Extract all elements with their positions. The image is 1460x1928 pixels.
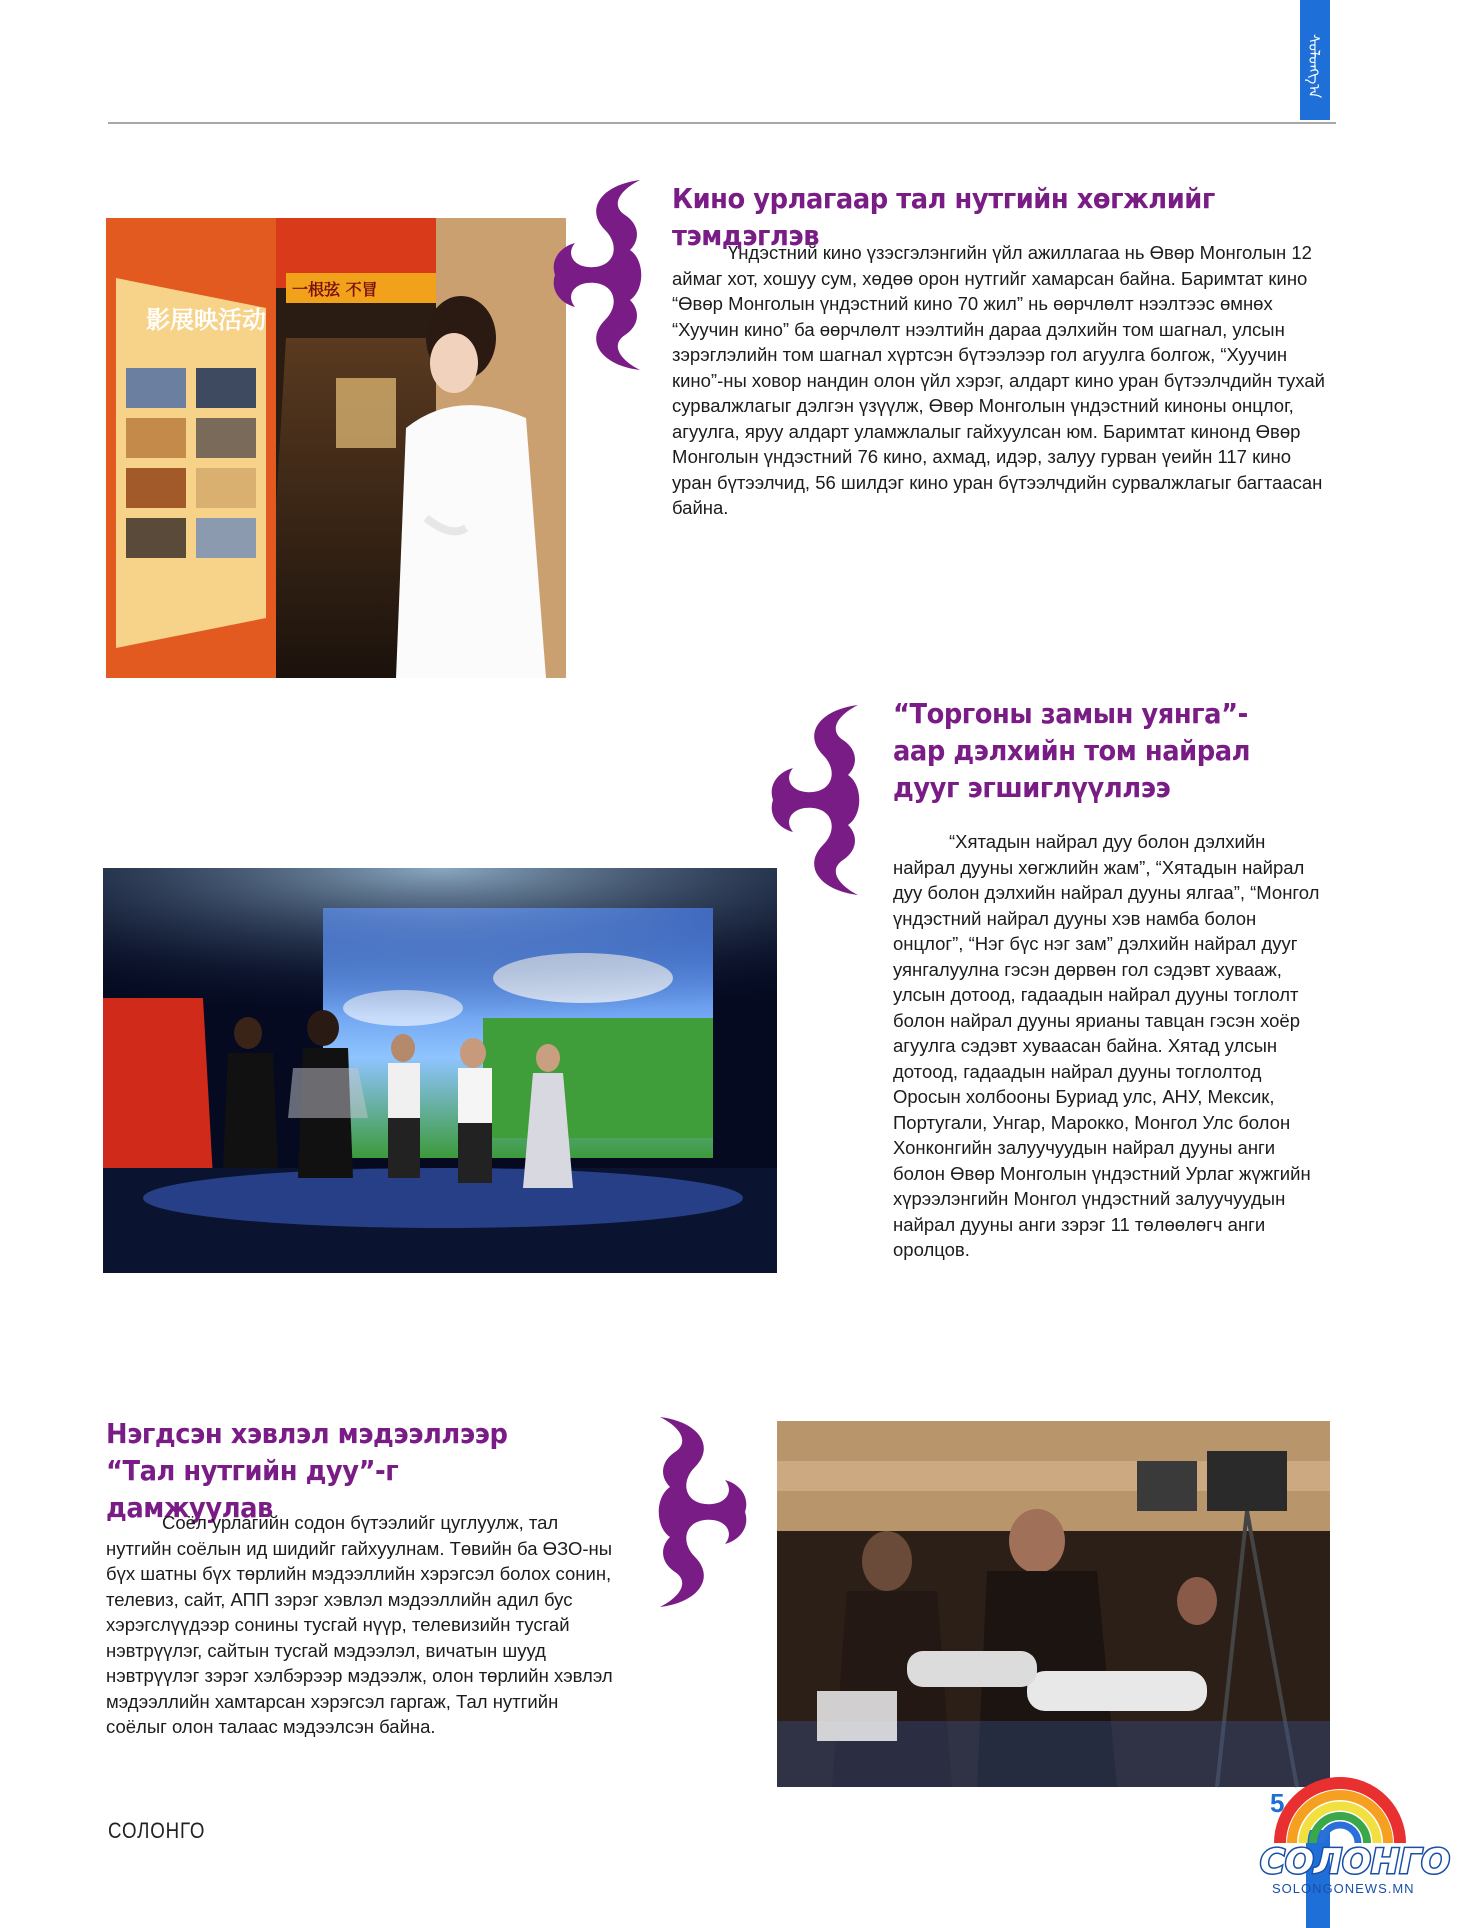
article3-title: Нэгдсэн хэвлэл мэдээллээр “Тал нутгийн дуу”-г дамжуулав	[106, 1417, 508, 1524]
article3-body: Соёл урлагийн содон бүтээлийг цуглуулж, тал нутгийн соёлын ид шидийг гайхуулнам. Төвийн ба ӨЗО-ны бүх шатны бүх төрлийн мэдээллийн хэрэгсэл болох сонин, телевиз, сайт, АПП зэрэг хэвлэл мэдээллийн адил бус хэрэгслүүдээр сонины тусгай нүүр, телевизийн тусгай нэвтрүүлэг, сайтын тусгай мэдээлэл, вичатын шууд нэвтрүүлэг зэрэг хэлбэрээр мэдээлж, олон төрлийн хэвлэл мэдээллийн хамтарсан хэрэгсэл гаргаж, Тал нутгийн соёлыг олон талаас мэдээлсэн байна.	[106, 1512, 613, 1737]
article1-body-wrap	[672, 240, 1332, 521]
photo-sign-2: 一根弦 不冒	[292, 280, 378, 299]
press-photographers-photo	[777, 1421, 1330, 1787]
article1-title: Кино урлагаар тал нутгийн хөгжлийг тэмдэглэв	[672, 182, 1215, 252]
solongo-logo	[1250, 1748, 1451, 1928]
logo-text: СОЛОНГО	[1260, 1842, 1451, 1882]
stage-concert-photo	[103, 868, 777, 1273]
article2-body: “Хятадын найрал дуу болон дэлхийн найрал дууны хөгжлийн жам”, “Хятадын найрал дуу болон дэлхийн найрал дууны ялгаа”, “Монгол үндэстний найрал дууны хэв намба болон онцлог”, “Нэг бүс нэг зам” дэлхийн найрал дууг уянгалуулна гэсэн дөрвөн гол сэдэвт хуваaж, улсын дотоод, гадаадын найрал дууны тоглолт болон найрал дууны ярианы тавцан гэсэн хоёр агуулга сэдэвт хуваасан байна. Хятад улсын дотоод, гадаадын найрал дууны тоглолтод Оросын холбооны Буриад улс, АНУ, Мексик, Португали, Унгар, Марокко, Монгол Улс болон Хонконгийн залуучуудын найрал дууны анги болон Өвөр Монголын үндэстний Урлаг жүжгийн хүрээлэнгийн Монгол үндэстний залуучуудын найрал дууны анги зэрэг 11 төлөөлөгч анги оролцов.	[893, 831, 1320, 1260]
article2-title-wrap	[893, 695, 1313, 806]
article2-photo	[103, 868, 777, 1273]
footer-magazine-name: СОЛОНГО	[108, 1818, 206, 1843]
article2-body-wrap	[893, 829, 1323, 1263]
top-rule	[108, 122, 1336, 124]
side-mongolian-script: ᠰᠣᠯᠣᠩᠭ᠎ᠠ	[1305, 34, 1323, 99]
article3-body-wrap	[106, 1510, 616, 1740]
photo-sign-1: 影展映活动	[146, 306, 266, 334]
article2-title: “Торгоны замын уянга”-аар дэлхийн том найрал дууг эгшиглүүллээ	[893, 697, 1251, 804]
article1-photo	[106, 218, 566, 678]
exhibition-photo	[106, 218, 566, 678]
cloud-ornament-1	[540, 175, 650, 375]
cloud-ornament-3	[650, 1412, 760, 1612]
page-number: 5	[1270, 1788, 1285, 1818]
logo-url: SOLONGONEWS.MN	[1272, 1881, 1415, 1896]
article1-body: Үндэстний кино үзэсгэлэнгийн үйл ажиллагаа нь Өвөр Монголын 12 аймаг хот, хошуу сум, хөдөө орон нутгийг хамарсан байна. Баримтат кино “Өвөр Монголын үндэстний кино 70 жил” нь өөрчлөлт нээлтээс өмнөх “Хуучин кино” ба өөрчлөлт нээлтийн дараа дэлхийн том шагнал, улсын зэрэглэлийн том шагнал хүртсэн бүтээлээр гол агуулга болгож, “Хуучин кино”-ны ховор нандин олон үйл хэрэг, алдарт кино уран бүтээлчдийн тухай сурвалжлагыг дэлгэн үзүүлж, Өвөр Монголын үндэстний киноны онцлог, агуулга, яруу алдарт уламжлалыг гайхуулсан юм. Баримтат кинонд Өвөр Монголын үндэстний 76 кино, ахмад, идэр, залуу гурван үеийн 117 кино уран бүтээлчид, 56 шилдэг кино уран бүтээлчдийн сурвалжлагыг багтаасан байна.	[672, 242, 1325, 518]
article3-photo	[777, 1421, 1330, 1787]
